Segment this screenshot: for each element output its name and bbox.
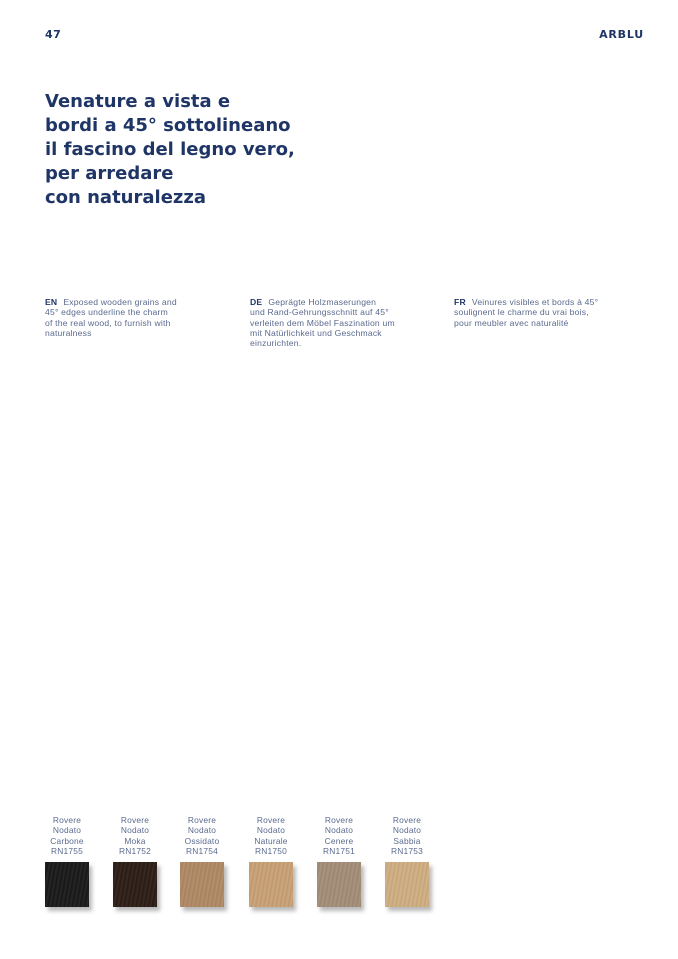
swatch-label-line: Sabbia (393, 835, 421, 846)
headline-line: per arredare (45, 163, 174, 184)
swatch-chip (317, 862, 361, 907)
swatch-label (307, 815, 371, 859)
intro-line: of the real wood, to furnish with (45, 317, 171, 328)
intro-line: verleiten dem Möbel Faszination um (250, 317, 395, 328)
headline-line: il fascino del legno vero, (45, 139, 295, 160)
swatch-label-line: Nodato (187, 825, 217, 836)
swatch-label-line: Nodato (52, 825, 82, 836)
intro-french (454, 297, 598, 328)
headline-line: bordi a 45° sottolineano (45, 115, 291, 136)
swatch-label-line: Nodato (120, 825, 150, 836)
swatch-label-line: Ossidato (184, 835, 220, 846)
swatch-label-line: RN1751 (323, 845, 355, 856)
intro-english (45, 297, 177, 338)
language-code: FR (454, 297, 466, 307)
intro-line: naturalness (45, 327, 92, 338)
swatch-chip (180, 862, 224, 907)
swatch-ossidato (180, 815, 224, 907)
swatch-label-line: RN1750 (255, 845, 287, 856)
swatch-label-line: Cenere (324, 835, 354, 846)
swatch-label (375, 815, 439, 859)
swatch-chip (113, 862, 157, 907)
swatch-label-line: Rovere (256, 815, 286, 825)
swatch-moka (113, 815, 157, 907)
swatch-cenere (317, 815, 361, 907)
intro-line: einzurichten. (250, 338, 302, 349)
swatch-label-line: RN1754 (186, 845, 218, 856)
swatch-naturale (249, 815, 293, 907)
intro-line: 45° edges underline the charm (45, 307, 168, 318)
swatch-label-line: Naturale (254, 835, 288, 846)
swatch-label (170, 815, 234, 859)
swatch-label-line: RN1753 (391, 845, 423, 856)
swatch-label-line: RN1755 (51, 845, 83, 856)
intro-line: pour meubler avec naturalité (454, 317, 569, 328)
swatch-label-line: Nodato (324, 825, 354, 836)
swatch-label-line: Rovere (120, 815, 150, 825)
swatch-label-line: Rovere (187, 815, 217, 825)
swatch-label-line: RN1752 (119, 845, 151, 856)
intro-line: und Rand-Gehrungsschnitt auf 45° (250, 307, 389, 318)
intro-line: soulignent le charme du vrai bois, (454, 307, 589, 318)
swatch-label (35, 815, 99, 859)
intro-german (250, 297, 395, 348)
language-code: EN (45, 297, 58, 307)
page-number: 47 (45, 28, 62, 41)
swatch-label-line: Moka (124, 835, 146, 846)
swatch-label (103, 815, 167, 859)
intro-line (250, 297, 395, 307)
swatch-sabbia (385, 815, 429, 907)
language-code: DE (250, 297, 263, 307)
intro-text: Geprägte Holzmaserungen (268, 297, 377, 307)
swatch-label-line: Carbone (50, 835, 84, 846)
intro-line: mit Natürlichkeit und Geschmack (250, 327, 382, 338)
swatch-label-line: Nodato (256, 825, 286, 836)
swatch-label-line: Rovere (52, 815, 82, 825)
intro-line (454, 297, 598, 307)
swatch-chip (45, 862, 89, 907)
headline-line: Venature a vista e (45, 91, 231, 112)
swatch-carbone (45, 815, 89, 907)
swatch-label-line: Rovere (324, 815, 354, 825)
intro-text: Exposed wooden grains and (63, 297, 177, 307)
swatch-label (239, 815, 303, 859)
swatch-chip (385, 862, 429, 907)
intro-line (45, 297, 177, 307)
brand-logo: ARBLU (599, 28, 644, 41)
swatch-label-line: Rovere (392, 815, 422, 825)
swatch-chip (249, 862, 293, 907)
headline (45, 90, 365, 210)
intro-text: Veinures visibles et bords à 45° (471, 297, 599, 307)
swatch-label-line: Nodato (392, 825, 422, 836)
headline-line: con naturalezza (45, 187, 206, 208)
